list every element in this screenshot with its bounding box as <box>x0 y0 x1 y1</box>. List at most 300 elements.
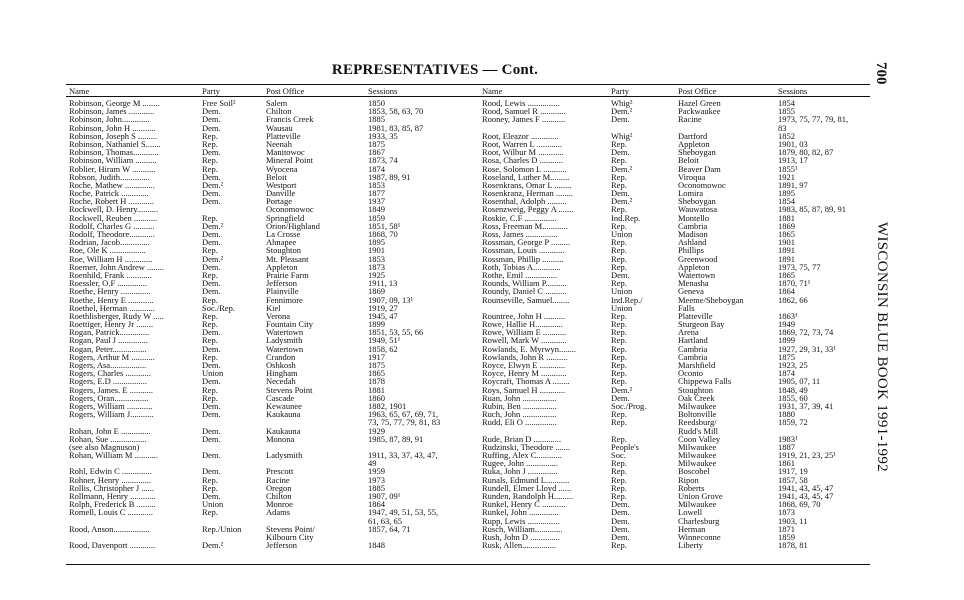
party: Dem. <box>611 507 630 518</box>
member-name: Roth, Tobias A............. <box>482 261 561 272</box>
member-name: Rusk, Allen................ <box>482 540 557 551</box>
post-office: Plainville <box>266 286 299 297</box>
party: Rep. <box>202 507 218 518</box>
party: Dem.² <box>611 384 633 395</box>
party: Dem. <box>202 376 221 387</box>
party: Dem. <box>202 147 221 158</box>
sessions: 1899 <box>368 319 385 330</box>
post-office: La Crosse <box>266 229 301 239</box>
member-name: Rountree, John H .......... <box>482 310 566 321</box>
sessions: 1882, 1901 <box>368 400 407 411</box>
post-office: Menasha <box>678 278 709 289</box>
member-name: Robinson, John H ........... <box>69 122 156 133</box>
member-name: Rolph, Frederick B ......... <box>69 499 156 510</box>
post-office: Cascade <box>266 392 295 403</box>
post-office: Beloit <box>678 155 699 166</box>
member-name: Rundell, Elmer Lloyd ...... <box>482 482 572 493</box>
party: Dem. <box>202 466 221 477</box>
sessions: 1887 <box>778 441 795 452</box>
party: Dem.² <box>611 163 633 174</box>
party: Rep. <box>202 163 218 174</box>
sessions: 1983, 85, 87, 89, 91 <box>778 204 846 215</box>
member-name: Ruffing, Alex C............ <box>482 450 562 461</box>
sessions: 1850 <box>368 98 385 108</box>
party: Union <box>611 302 633 313</box>
sessions: 1874 <box>778 368 795 379</box>
party: Union <box>202 368 224 379</box>
sessions: 1911, 33, 37, 43, 47, <box>368 450 438 461</box>
member-name: Rosenkranz, Herman ........ <box>482 188 573 199</box>
member-name: Rockwell, Reuben ........... <box>69 212 158 223</box>
post-office: Hazel Green <box>678 98 721 108</box>
left-rows <box>69 99 469 549</box>
post-office: Milwaukee <box>678 458 717 469</box>
table-row <box>69 508 469 516</box>
member-name: Rogan, Peter................ <box>69 343 147 354</box>
sessions: 1907, 09¹ <box>368 491 401 501</box>
member-name: Roseland, Luther M......... <box>482 171 570 182</box>
party: Dem. <box>202 433 221 444</box>
party: Rep. <box>611 368 627 379</box>
member-name: Roethel, Herman ............ <box>69 302 155 313</box>
member-name: Rood, Lewis ............... <box>482 98 560 108</box>
sessions: 73, 75, 77, 79, 81, 83 <box>368 417 441 428</box>
member-name: Rusch, William............. <box>482 523 563 534</box>
sessions: 1855 <box>778 106 795 117</box>
sessions: 1851, 53, 55, 66 <box>368 327 424 338</box>
party: Rep. <box>611 220 627 231</box>
party: Rep. <box>611 245 627 256</box>
sessions: 1857, 64, 71 <box>368 523 411 534</box>
sessions: 1864 <box>778 286 795 297</box>
party: Dem. <box>611 188 630 199</box>
post-office: Geneva <box>678 286 704 297</box>
post-office: Chilton <box>266 106 292 117</box>
party: Rep. <box>611 310 627 321</box>
post-office: Wauwatosa <box>678 204 717 215</box>
member-name: Rothe, Emil ............... <box>482 269 558 280</box>
party: Ind.Rep. <box>611 212 641 223</box>
party: Dem. <box>202 327 221 338</box>
party: Dem. <box>202 114 221 125</box>
left-column-header <box>69 87 469 95</box>
sessions: 1858, 62 <box>368 343 398 354</box>
post-office: Kewaunee <box>266 400 302 411</box>
sessions: 83 <box>778 122 787 133</box>
post-office: Wausau <box>266 122 293 133</box>
party: Soc. <box>611 450 626 461</box>
member-name: Rowlands, John R .......... <box>482 351 568 362</box>
sessions: 1917, 19 <box>778 466 808 477</box>
sessions: 1945, 47 <box>368 310 398 321</box>
party: Rep. <box>611 540 627 551</box>
post-office: Phillips <box>678 245 704 256</box>
table-row <box>69 541 469 549</box>
post-office: Sheboygan <box>678 147 716 158</box>
header-post-office: Post Office <box>678 86 717 96</box>
party: Whig² <box>611 98 633 108</box>
sessions: 1925 <box>368 269 385 280</box>
sessions: 1891 <box>778 245 795 256</box>
post-office: Portage <box>266 196 292 207</box>
party: Rep. <box>202 130 218 141</box>
member-name: Rosenthal, Adolph ......... <box>482 196 567 207</box>
sessions: 1852 <box>778 130 795 141</box>
member-name: Rosenzweig, Peggy A ....... <box>482 204 574 215</box>
member-name: Robinson, John............. <box>69 114 150 125</box>
member-name: Root, Warren L ............ <box>482 138 563 149</box>
sessions: 1885 <box>368 114 385 125</box>
member-name: Rohl, Edwin C .............. <box>69 466 152 477</box>
sessions: 1859 <box>778 531 795 542</box>
member-name: Rose, Solomon L ........... <box>482 163 567 174</box>
member-name: Rogers, James. E ........... <box>69 384 154 395</box>
party: Rep. <box>202 310 218 321</box>
party: Rep. <box>202 138 218 149</box>
party: Rep. <box>611 482 627 493</box>
post-office: Milwaukee <box>678 441 717 452</box>
post-office: Beloit <box>266 171 287 182</box>
party: Rep. <box>611 278 627 289</box>
party: Dem. <box>202 360 221 370</box>
post-office: Oconto <box>678 368 704 379</box>
post-office: Beaver Dam <box>678 163 721 174</box>
sessions: 1895 <box>778 188 795 199</box>
page-title: REPRESENTATIVES — Cont. <box>331 62 539 78</box>
party: Dem.² <box>202 220 224 231</box>
member-name: Roche, Patrick ............. <box>69 188 149 199</box>
post-office: Neenah <box>266 138 292 149</box>
party: Dem. <box>611 147 630 158</box>
member-name: Rowlands, E. Myrwyn........ <box>482 343 576 354</box>
sessions: 1865 <box>778 269 795 280</box>
sessions: 1959 <box>368 466 385 477</box>
sessions: 1865 <box>368 368 385 379</box>
member-name: Rohan, John E .............. <box>69 425 151 436</box>
sessions: 1919, 27 <box>368 302 398 313</box>
sessions: 1963, 65, 67, 69, 71, <box>368 409 439 420</box>
sessions: 1903, 11 <box>778 515 808 526</box>
member-name: Roche, Mathew .............. <box>69 179 155 190</box>
post-office: Stevens Point <box>266 384 313 395</box>
post-office: Union Grove <box>678 491 723 501</box>
party: Dem.² <box>202 253 224 264</box>
sessions: 1899 <box>778 335 795 346</box>
post-office: Greenwood <box>678 253 718 264</box>
party: Dem.² <box>611 196 633 207</box>
post-office: Oconomowoc <box>266 204 314 215</box>
party: Rep. <box>611 155 627 166</box>
member-name: Rowe, William E ........... <box>482 327 567 338</box>
sessions: 49 <box>368 458 377 469</box>
party: Rep. <box>611 138 627 149</box>
post-office: Platteville <box>266 130 301 141</box>
post-office: Adams <box>266 507 291 518</box>
post-office: Falls <box>678 302 695 313</box>
member-name: Roe, Ole K ................. <box>69 245 146 256</box>
post-office: Lowell <box>678 507 703 518</box>
member-name: Rossman, George P ......... <box>482 237 571 248</box>
sessions: 1875 <box>778 351 795 362</box>
post-office: Monona <box>266 433 295 444</box>
post-office: Appleton <box>678 261 710 272</box>
member-name: Roblier, Hiram W ........... <box>69 163 156 174</box>
member-name: Roskie, C.F ............... <box>482 212 557 223</box>
post-office: Ashland <box>678 237 707 248</box>
party: Dem. <box>202 237 221 248</box>
member-name: Roettiger, Henry Jr ........ <box>69 319 154 330</box>
sessions: 1901 <box>778 237 795 248</box>
party: Rep. <box>611 433 627 444</box>
post-office: Boltonville <box>678 409 717 420</box>
sessions: 1853 <box>368 253 385 264</box>
post-office: Kaukauna <box>266 425 301 436</box>
sessions: 1941, 43, 45, 47 <box>778 482 834 493</box>
sessions: 1878, 81 <box>778 540 808 551</box>
member-name: Rood, Davenport ............ <box>69 540 156 551</box>
table-row <box>482 115 872 123</box>
post-office: Mt. Pleasant <box>266 253 309 264</box>
right-column <box>482 87 872 549</box>
sessions: 1871 <box>778 523 795 534</box>
party: Dem. <box>202 343 221 354</box>
member-name: Rohan, William M ........... <box>69 450 158 461</box>
post-office: Milwaukee <box>678 450 717 461</box>
post-office: Liberty <box>678 540 704 551</box>
post-office: Cambria <box>678 351 708 362</box>
member-name: Robinson, Nathaniel S....... <box>69 138 161 149</box>
post-office: Jefferson <box>266 540 297 551</box>
party: Rep. <box>611 466 627 477</box>
sessions: 1891 <box>778 253 795 264</box>
member-name: Rogan, Patrick.............. <box>69 327 150 338</box>
header-name: Name <box>69 86 90 96</box>
sessions: 1981, 83, 85, 87 <box>368 122 424 133</box>
sessions: 1907, 09, 13¹ <box>368 294 414 305</box>
member-name: Rockwell, D. Henry.......... <box>69 204 159 215</box>
post-office: Watertown <box>266 327 304 338</box>
member-name: Roethlisberger, Rudy W ..... <box>69 310 164 321</box>
post-office: Watertown <box>678 269 716 280</box>
post-office: Packwaukee <box>678 106 721 117</box>
party: Dem. <box>202 196 221 207</box>
sessions: 1973, 75, 77 <box>778 261 821 272</box>
post-office: Appleton <box>266 261 298 272</box>
post-office: Platteville <box>678 310 713 321</box>
party: Rep. <box>202 351 218 362</box>
post-office: Verona <box>266 310 291 321</box>
post-office: Ripon <box>678 474 699 485</box>
party: Rep. <box>202 482 218 493</box>
sessions: 1880 <box>778 409 795 420</box>
member-name: Ross, Freeman M............ <box>482 220 568 231</box>
party: Rep./Union <box>202 523 242 534</box>
running-head: WISCONSIN BLUE BOOK 1991-1992 <box>874 222 890 472</box>
member-name: Root, Eleazor ............. <box>482 130 559 141</box>
member-name: Runkel, Henry C ........... <box>482 499 566 510</box>
party: Union <box>202 499 224 510</box>
party: Soc./Rep. <box>202 302 236 313</box>
sessions: 1868, 70 <box>368 229 398 239</box>
party: Rep. <box>611 360 627 370</box>
party: People's <box>611 441 639 452</box>
post-office: Montello <box>678 212 710 223</box>
member-name: Roethe, Henry .............. <box>69 286 151 297</box>
sessions: 1878 <box>368 376 385 387</box>
member-name: Root, Wilbur M ............ <box>482 147 564 158</box>
post-office: Watertown <box>266 343 304 354</box>
party: Dem. <box>202 450 221 461</box>
member-name: Rosa, Charles D ........... <box>482 155 563 166</box>
sessions: 1881 <box>368 384 385 395</box>
table-row <box>482 418 872 426</box>
left-column <box>69 87 469 549</box>
post-office: Cambria <box>678 220 708 231</box>
sessions: 1849 <box>368 204 385 215</box>
member-name: Rood, Anson................. <box>69 523 150 534</box>
party: Rep. <box>611 319 627 330</box>
member-name: Rosenkrans, Omar L ........ <box>482 179 572 190</box>
sessions: 1854 <box>778 196 795 207</box>
sessions: 1860 <box>368 392 385 403</box>
sessions: 1859 <box>368 212 385 223</box>
sessions: 1864 <box>368 499 385 510</box>
post-office: Cambria <box>678 343 708 354</box>
header-post-office: Post Office <box>266 86 305 96</box>
party: Rep. <box>611 376 627 387</box>
member-name: Runals, Edmund L........... <box>482 474 570 485</box>
sessions: 1901 <box>368 245 385 256</box>
post-office: Stoughton <box>678 384 713 395</box>
post-office: Springfield <box>266 212 305 223</box>
party: Rep. <box>202 319 218 330</box>
party: Dem.² <box>202 179 224 190</box>
sessions: 1855, 60 <box>778 392 808 403</box>
post-office: Ahnapee <box>266 237 297 248</box>
sessions: 1949 <box>778 319 795 330</box>
post-office: Stoughton <box>266 245 301 256</box>
party: Dem. <box>202 171 221 182</box>
party: Ind.Rep./ <box>611 294 643 305</box>
member-name: Rooney, James F ........... <box>482 114 566 125</box>
member-name: Rohner, Henry .............. <box>69 474 152 485</box>
post-office: Oak Creek <box>678 392 715 403</box>
member-name: Roenhild, Frank ............ <box>69 269 152 280</box>
post-office: Monroe <box>266 499 293 510</box>
post-office: Stevens Point/ <box>266 523 315 534</box>
sessions: 1929 <box>368 425 385 436</box>
post-office: Ladysmith <box>266 450 303 461</box>
post-office: Oshkosh <box>266 360 296 370</box>
post-office: Danville <box>266 188 296 199</box>
member-name: Royce, Elwyn E ............ <box>482 360 566 370</box>
bottom-rule <box>66 564 870 565</box>
sessions: 1869 <box>368 286 385 297</box>
member-name: Rossman, Louis ............ <box>482 245 565 256</box>
sessions: 1919, 21, 23, 25¹ <box>778 450 836 461</box>
party: Rep. <box>202 245 218 256</box>
post-office: Francis Creek <box>266 114 314 125</box>
party: Union <box>611 229 633 239</box>
sessions: 1913, 17 <box>778 155 808 166</box>
party: Dem. <box>611 269 630 280</box>
sessions: 1875 <box>368 138 385 149</box>
sessions: 1859, 72 <box>778 417 808 428</box>
member-name: Rodrian, Jacob.............. <box>69 237 150 248</box>
post-office: Prairie Farm <box>266 269 309 280</box>
post-office: Fennimore <box>266 294 303 305</box>
post-office: Arena <box>678 327 699 338</box>
sessions: 1848 <box>368 540 385 551</box>
post-office: Hingham <box>266 368 298 379</box>
party: Rep. <box>202 474 218 485</box>
member-name: Rossman, Phillip .......... <box>482 253 564 264</box>
member-name: Rogers, William J........... <box>69 409 154 420</box>
post-office: Coon Valley <box>678 433 721 444</box>
party: Rep. <box>611 253 627 264</box>
table-row <box>482 296 872 304</box>
member-name: Roe, William H ............. <box>69 253 153 264</box>
member-name: (see also Magnuson) <box>69 441 140 452</box>
party: Dem. <box>611 523 630 534</box>
sessions: 1923, 25 <box>778 360 808 370</box>
party: Dem.² <box>202 540 224 551</box>
right-rows <box>482 99 872 549</box>
member-name: Rudd, Eli O ............... <box>482 417 557 428</box>
post-office: Racine <box>266 474 290 485</box>
party: Rep. <box>202 212 218 223</box>
sessions: 1853, 58, 63, 70 <box>368 106 424 117</box>
member-name: Rounseville, Samuel........ <box>482 294 570 305</box>
right-column-header <box>482 87 872 95</box>
party: Dem.² <box>611 106 633 117</box>
sessions: 1861 <box>778 458 795 469</box>
sessions: 1973, 75, 77, 79, 81, <box>778 114 849 125</box>
sessions: 1985, 87, 89, 91 <box>368 433 424 444</box>
sessions: 1927, 29, 31, 33¹ <box>778 343 836 354</box>
member-name: Rudzinski, Theodore ....... <box>482 441 571 452</box>
sessions: 1911, 13 <box>368 278 398 289</box>
post-office: Kilbourn City <box>266 531 314 542</box>
sessions: 1855¹ <box>778 163 798 174</box>
party: Rep. <box>202 384 218 395</box>
party: Dem. <box>202 400 221 411</box>
post-office: Roberts <box>678 482 705 493</box>
party: Rep. <box>611 261 627 272</box>
party: Rep. <box>611 327 627 338</box>
member-name: Rowe, Hallie H............. <box>482 319 563 330</box>
party: Dem. <box>202 409 221 420</box>
party: Dem. <box>202 106 221 117</box>
sessions: 1933, 35 <box>368 130 398 141</box>
member-name: Robinson, Thomas............ <box>69 147 159 158</box>
member-name: Rounds, William P.......... <box>482 278 567 289</box>
sessions: 1905, 07, 11 <box>778 376 821 387</box>
party: Dem. <box>611 531 630 542</box>
member-name: Rollis, Christopher J ...... <box>69 482 155 493</box>
sessions: 1874 <box>368 163 385 174</box>
party: Union <box>611 286 633 297</box>
sessions: 1891, 97 <box>778 179 808 190</box>
member-name: Rogers, Charles ............ <box>69 368 151 379</box>
party: Rep. <box>202 269 218 280</box>
post-office: Hartland <box>678 335 708 346</box>
sessions: 1873 <box>368 261 385 272</box>
post-office: Jefferson <box>266 278 297 289</box>
member-name: Rugee, John ............... <box>482 458 559 469</box>
post-office: Sheboygan <box>678 196 716 207</box>
member-name: Rogers, William ............ <box>69 400 153 411</box>
